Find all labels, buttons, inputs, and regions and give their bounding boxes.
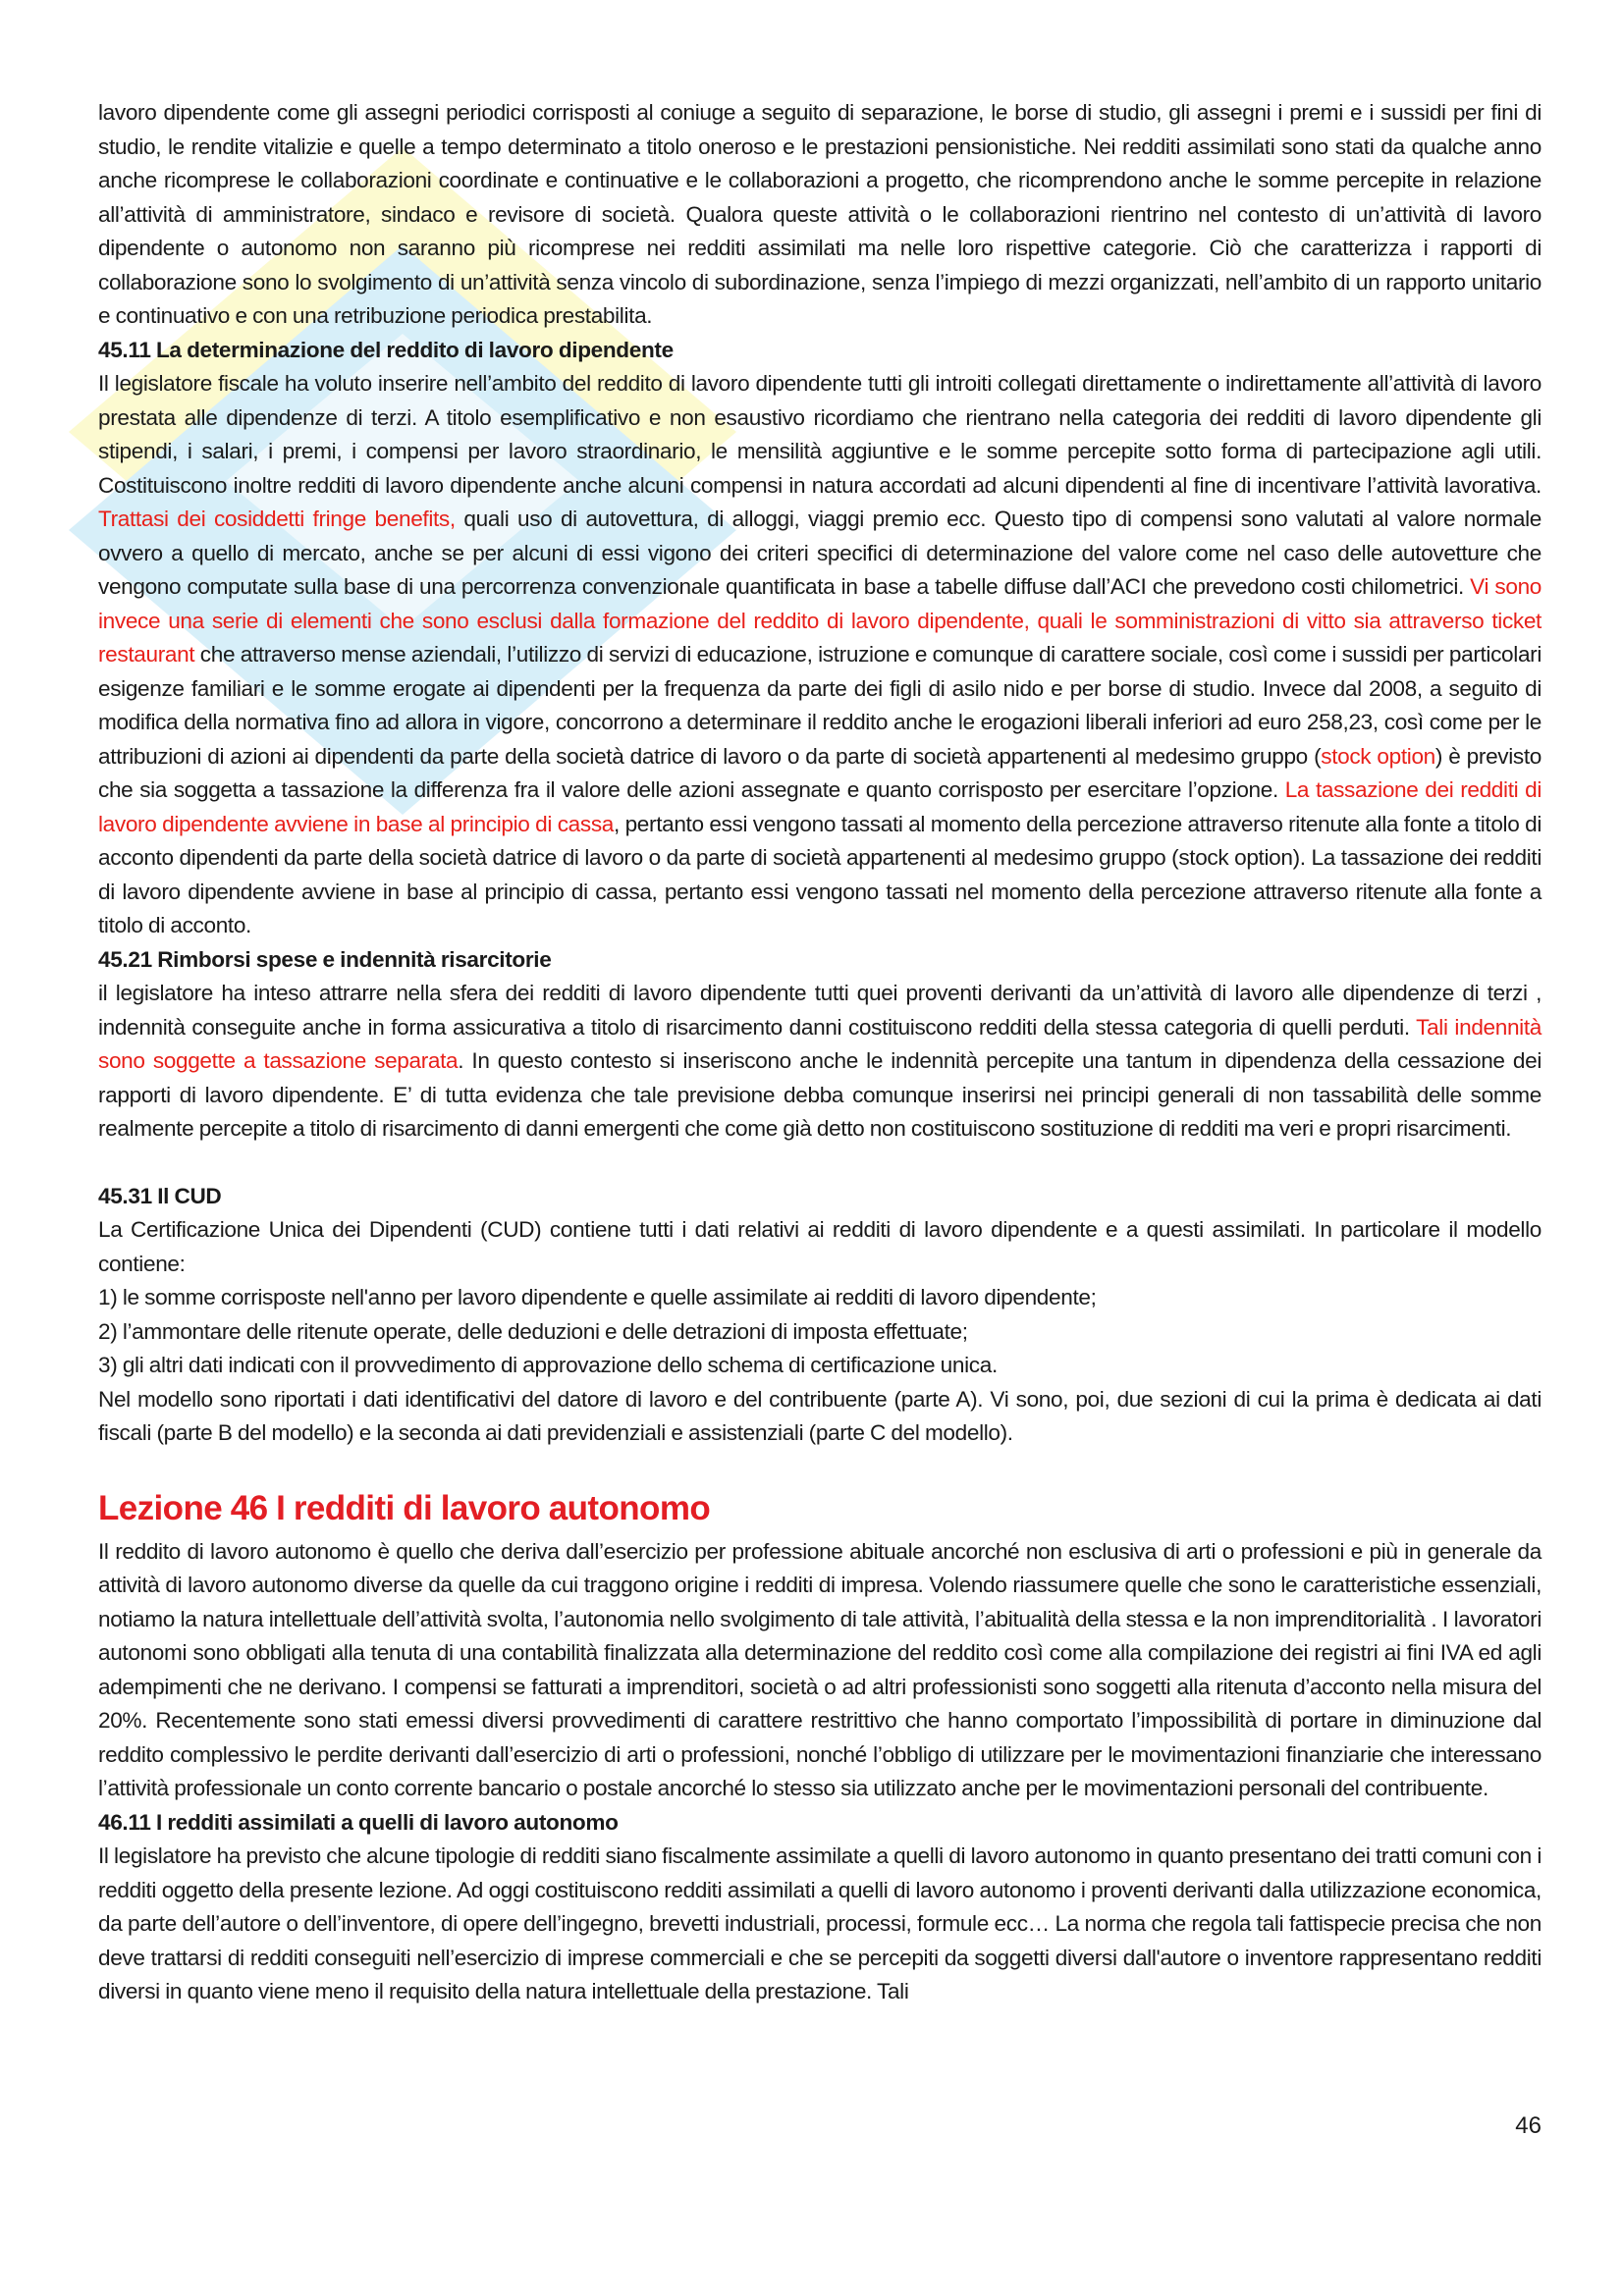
- text-run: , pertanto essi vengono tassati al momento della percezione attraverso ritenute alla fonte a titolo di acconto dipendenti da parte della società datrice di lavoro o da parte di società appartenenti al medesimo gruppo (stock option). La tassazione dei redditi di lavoro dipendente avviene in base al principio di cassa, pertanto essi vengono tassati nel momento della percezione attraverso ritenute alla fonte a titolo di acconto.: [98, 811, 1542, 937]
- highlighted-text: Trattasi dei cosiddetti fringe benefits,: [98, 507, 456, 531]
- text-run: il legislatore ha inteso attrarre nella sfera dei redditi di lavoro dipendente tutti quei proventi derivanti da un’attività di lavoro alle dipendenze di terzi , indennità conseguite anche in forma assicurativa a titolo di risarcimento danni costituiscono redditi della stessa categoria di quelli perduti.: [98, 981, 1542, 1040]
- section-45-21-paragraph: [98, 977, 1542, 1147]
- highlighted-text: La tassazione dei redditi di lavoro dipendente avviene in base al principio di cassa: [98, 777, 1542, 836]
- section-45-31-heading: 45.31 Il CUD: [98, 1183, 222, 1208]
- text-run: che attraverso mense aziendali, l’utilizzo di servizi di educazione, istruzione e comunque di carattere sociale, così come i sussidi per particolari esigenze familiari e le somme erogate ai dipendenti per la frequenza da parte dei figli di asilo nido e per borse di studio. Invece dal 2008, a seguito di modifica della normativa fino ad allora in vigore, concorrono a determinare il reddito anche le erogazioni liberali inferiori ad euro 258,23, così come per le attribuzioni di azioni ai dipendenti da parte della società datrice di lavoro o da parte di società appartenenti al medesimo gruppo (: [98, 642, 1542, 769]
- highlighted-text: Tali indennità sono soggette a tassazione separata: [98, 1014, 1542, 1073]
- list-item: 1) le somme corrisposte nell'anno per lavoro dipendente e quelle assimilate ai redditi di lavoro dipendente;: [98, 1285, 1097, 1309]
- section-45-11-heading: 45.11 La determinazione del reddito di lavoro dipendente: [98, 337, 674, 362]
- document-page: [98, 96, 1542, 2009]
- intro-paragraph: lavoro dipendente come gli assegni periodici corrisposti al coniuge a seguito di separazione, le borse di studio, gli assegni i premi e i sussidi per fini di studio, le rendite vitalizie e quelle a tempo determinato a titolo oneroso e le prestazioni pensionistiche. Nei redditi assimilati sono stati da qualche anno anche ricomprese le collaborazioni coordinate e continuative e le collaborazioni a progetto, che ricomprendono anche le somme percepite in relazione all’attività di amministratore, sindaco e revisore di società. Qualora queste attività o le collaborazioni rientrino nel contesto di un’attività di lavoro dipendente o autonomo non saranno più ricomprese nei redditi assimilati ma nelle loro rispettive categorie. Ciò che caratterizza i rapporti di collaborazione sono lo svolgimento di un’attività senza vincolo di subordinazione, senza l’impiego di mezzi organizzati, nell’ambito di un rapporto unitario e continuativo e con una retribuzione periodica prestabilita.: [98, 100, 1542, 328]
- section-45-31-paragraph-2: Nel modello sono riportati i dati identificativi del datore di lavoro e del contribuente (parte A). Vi sono, poi, due sezioni di cui la prima è dedicata ai dati fiscali (parte B del modello) e la seconda ai dati previdenziali e assistenziali (parte C del modello).: [98, 1386, 1542, 1445]
- lesson-46-title: Lezione 46 I redditi di lavoro autonomo: [98, 1488, 711, 1527]
- list-item: 3) gli altri dati indicati con il provvedimento di approvazione dello schema di certificazione unica.: [98, 1353, 998, 1377]
- text-run: Il legislatore fiscale ha voluto inserire nell’ambito del reddito di lavoro dipendente tutti gli introiti collegati direttamente o indirettamente all’attività di lavoro prestata alle dipendenze di terzi. A titolo esemplificativo e non esaustivo ricordiamo che rientrano nella categoria dei redditi di lavoro dipendente gli stipendi, i salari, i premi, i compensi per lavoro straordinario, le mensilità aggiuntive e le somme percepite sotto forma di partecipazione agli utili. Costituiscono inoltre redditi di lavoro dipendente anche alcuni compensi in natura accordati ad alcuni dipendenti al fine di incentivare l’attività lavorativa.: [98, 371, 1542, 498]
- list-item: 2) l’ammontare delle ritenute operate, delle deduzioni e delle detrazioni di imposta effettuate;: [98, 1318, 968, 1344]
- highlighted-text: Vi sono invece una serie di elementi che sono esclusi dalla formazione del reddito di lavoro dipendente, quali le somministrazioni di vitto sia attraverso ticket restaurant: [98, 574, 1542, 667]
- text-run: ) è previsto che sia soggetta a tassazione la differenza fra il valore delle azioni assegnate e quanto corrisposto per esercitare l’opzione.: [98, 743, 1542, 802]
- section-45-11-paragraph: [98, 367, 1542, 943]
- text-run: quali uso di autovettura, di alloggi, viaggi premio ecc. Questo tipo di compensi sono valutati al valore normale ovvero a quello di mercato, anche se per alcuni di essi vigono dei criteri specifici di determinazione del valore come nel caso delle autovetture che vengono computate sulla base di una percorrenza convenzionale quantificata in base a tabelle diffuse dall’ACI che prevedono costi chilometrici.: [98, 507, 1542, 599]
- cud-contents-list: [98, 1281, 1542, 1383]
- highlighted-text: stock option: [1321, 743, 1435, 769]
- section-45-31-paragraph: La Certificazione Unica dei Dipendenti (CUD) contiene tutti i dati relativi ai redditi di lavoro dipendente e a questi assimilati. In particolare il modello contiene:: [98, 1217, 1542, 1276]
- page-number: 46: [1515, 2112, 1542, 2139]
- text-run: . In questo contesto si inseriscono anche le indennità percepite una tantum in dipendenza della cessazione dei rapporti di lavoro dipendente. E’ di tutta evidenza che tale previsione debba comunque inserirsi nei principi generali di non tassabilità delle somme realmente percepite a titolo di risarcimento di danni emergenti che come già detto non costituiscono sostituzione di redditi ma veri e propri risarcimenti.: [98, 1048, 1542, 1141]
- section-46-11-heading: 46.11 I redditi assimilati a quelli di lavoro autonomo: [98, 1809, 619, 1835]
- section-45-21-heading: 45.21 Rimborsi spese e indennità risarcitorie: [98, 946, 552, 972]
- lesson-46-paragraph: Il reddito di lavoro autonomo è quello che deriva dall’esercizio per professione abituale ancorché non esclusiva di arti o professioni e più in generale da attività di lavoro autonomo diverse da quelle da cui traggono origine i redditi di impresa. Volendo riassumere quelle che sono le caratteristiche essenziali, notiamo la natura intellettuale dell’attività svolta, l’autonomia nello svolgimento di tale attività, l’abitualità della stessa e la non imprenditorialità . I lavoratori autonomi sono obbligati alla tenuta di una contabilità finalizzata alla determinazione del reddito così come alla compilazione dei registri ai fini IVA ed agli adempimenti che ne derivano. I compensi se fatturati a imprenditori, società o ad altri professionisti sono soggetti alla ritenuta d’acconto nella misura del 20%. Recentemente sono stati emessi diversi provvedimenti di carattere restrittivo che hanno comportato l’impossibilità di portare in diminuzione dal reddito complessivo le perdite derivanti dall’esercizio di arti o professioni, nonché l’obbligo di utilizzare per le movimentazioni finanziarie che interessano l’attività professionale un conto corrente bancario o postale ancorché lo stesso sia utilizzato anche per le movimentazioni personali del contribuente.: [98, 1538, 1542, 1800]
- section-46-11-paragraph: Il legislatore ha previsto che alcune tipologie di redditi siano fiscalmente assimilate a quelli di lavoro autonomo in quanto presentano dei tratti comuni con i redditi oggetto della presente lezione. Ad oggi costituiscono redditi assimilati a quelli di lavoro autonomo i proventi derivanti dalla utilizzazione economica, da parte dell’autore o dell’inventore, di opere dell’ingegno, brevetti industriali, processi, formule ecc… La norma che regola tali fattispecie precisa che non deve trattarsi di redditi conseguiti nell’esercizio di imprese commerciali e che se percepiti da soggetti diversi dall'autore o inventore rappresentano redditi diversi in quanto viene meno il requisito della natura intellettuale della prestazione. Tali: [98, 1843, 1542, 2003]
